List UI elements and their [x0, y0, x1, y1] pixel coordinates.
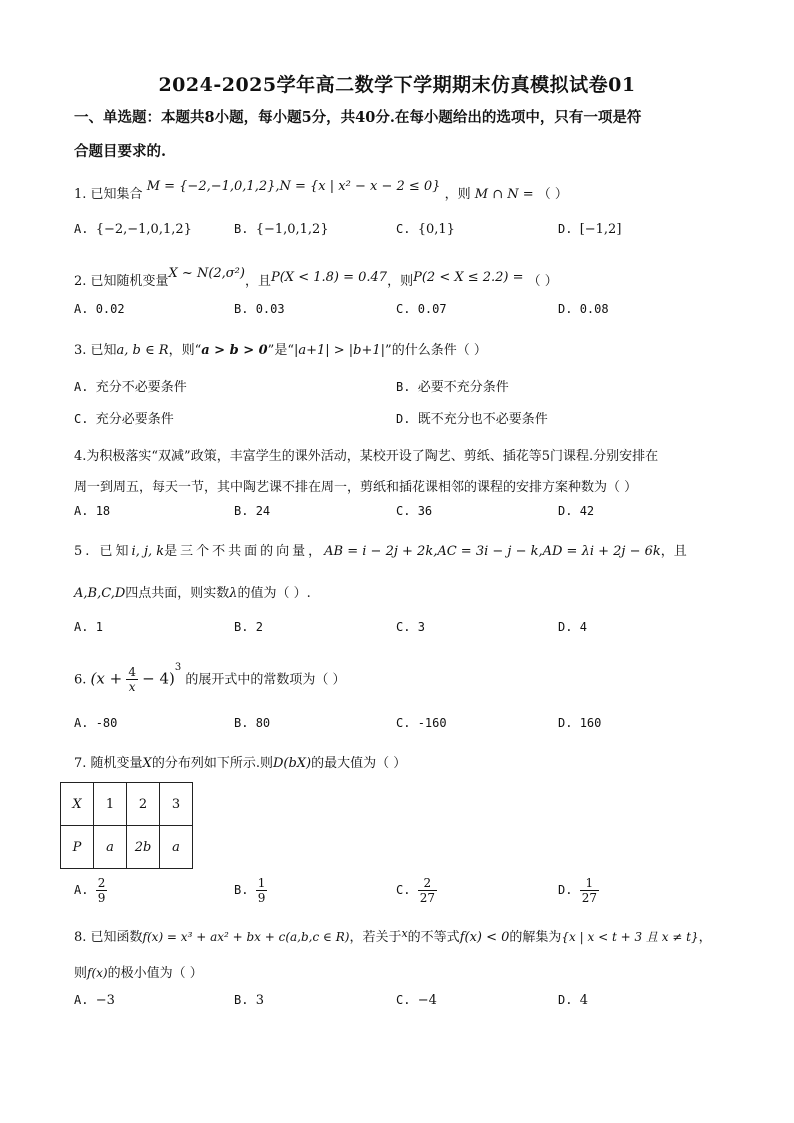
option-b[interactable]: [234, 993, 264, 1008]
option-value: 0.03: [255, 302, 285, 316]
option-c[interactable]: [396, 302, 447, 316]
question-1-mid: ，则: [444, 187, 471, 202]
option-value: −4: [417, 993, 437, 1008]
option-label: B.: [234, 993, 249, 1007]
option-label: D.: [558, 716, 573, 730]
question-3-suffix: ”的什么条件（ ）: [385, 343, 487, 358]
question-5-vectors: i, j, k: [131, 544, 165, 559]
option-value: 42: [579, 504, 595, 518]
question-5-prefix: 5. 已知: [74, 544, 132, 559]
fraction-denominator: 9: [257, 891, 266, 905]
option-a[interactable]: [74, 302, 125, 316]
option-b[interactable]: [234, 504, 270, 518]
option-c[interactable]: [396, 876, 437, 905]
question-5-ac: ,AC = 3i − j − k: [433, 544, 539, 559]
option-d[interactable]: [558, 504, 594, 518]
option-label: C.: [396, 716, 411, 730]
option-value: 0.08: [579, 302, 609, 316]
table-cell: 3: [160, 783, 193, 826]
option-value: 80: [255, 716, 271, 730]
option-label: A.: [74, 302, 89, 316]
question-5-line-2-end: 的值为（ ）.: [237, 586, 311, 601]
option-d[interactable]: [558, 716, 601, 730]
question-5-line-2: [74, 582, 311, 601]
option-label: D.: [558, 302, 573, 316]
question-7: [74, 752, 406, 771]
question-8-prefix: 8. 已知函数: [74, 930, 143, 945]
option-label: B.: [234, 620, 249, 634]
question-8-mid-3: 的解集为: [509, 930, 562, 945]
option-value: 36: [417, 504, 433, 518]
option-fraction: [256, 876, 268, 905]
option-label: A.: [74, 716, 89, 730]
option-value: 3: [417, 620, 425, 634]
option-value: 1: [95, 620, 103, 634]
question-4: [74, 441, 658, 503]
option-value: 4: [579, 620, 587, 634]
option-label: C.: [396, 993, 411, 1007]
option-label: D.: [396, 412, 411, 426]
option-c[interactable]: [396, 716, 447, 730]
option-label: C.: [396, 222, 411, 236]
question-2-mid-1: ，且: [244, 274, 271, 289]
question-8-x: x: [401, 927, 408, 940]
question-8-mid-1: ，若关于: [349, 930, 402, 945]
question-8-line-2-prefix: 则: [74, 966, 88, 981]
option-value: {0,1}: [417, 222, 455, 237]
option-c[interactable]: [396, 993, 437, 1008]
question-6-prefix: 6.: [74, 672, 87, 688]
question-7-options: [74, 872, 734, 906]
option-a[interactable]: [74, 504, 110, 518]
question-1: [74, 179, 568, 202]
question-6-expr-right: − 4): [142, 669, 175, 688]
option-value: 2: [255, 620, 263, 634]
question-3-options-row-2: [74, 408, 734, 430]
question-4-line-1: 4.为积极落实“双减”政策，丰富学生的课外活动，某校开设了陶艺、剪纸、插花等5门课程.分别安排在: [74, 449, 659, 464]
option-label: A.: [74, 993, 89, 1007]
question-6: [74, 656, 346, 696]
question-2-paren: （ ）: [527, 274, 558, 289]
option-label: B.: [234, 302, 249, 316]
option-label: C.: [396, 620, 411, 634]
option-label: C.: [74, 412, 89, 426]
question-8-line-2-func: f(x): [87, 966, 108, 980]
section-heading-line-2: 合题目要求的.: [74, 143, 167, 160]
question-5-options: [74, 620, 734, 642]
question-3-vars: a, b ∈ R: [116, 343, 169, 358]
option-value: 24: [255, 504, 271, 518]
option-d[interactable]: [558, 876, 599, 905]
question-5-mid: 是三个不共面的向量，: [164, 544, 325, 559]
question-3-mid-1: ，则“: [168, 343, 202, 358]
option-value: {−1,0,1,2}: [255, 222, 329, 237]
question-1-expr: M ∩ N =: [474, 187, 534, 202]
table-cell: 1: [94, 783, 127, 826]
question-7-var: X: [142, 756, 152, 771]
question-2-options: [74, 302, 734, 324]
option-a[interactable]: [74, 876, 107, 905]
question-1-options: [74, 222, 734, 244]
option-label: D.: [558, 993, 573, 1007]
option-label: A.: [74, 222, 89, 236]
table-row: [61, 826, 193, 869]
option-label: C.: [396, 504, 411, 518]
table-cell: 2b: [127, 826, 160, 869]
table-cell: X: [61, 783, 94, 826]
question-5-lambda: λ: [229, 586, 238, 601]
option-a[interactable]: [74, 993, 115, 1008]
question-5: [74, 540, 687, 559]
question-8-line-2-suffix: 的极小值为（ ）: [107, 966, 203, 981]
option-value: 充分必要条件: [95, 412, 174, 427]
option-value: −3: [95, 993, 115, 1008]
option-fraction: [418, 876, 437, 905]
table-cell: a: [94, 826, 127, 869]
question-7-suffix: 的最大值为（ ）: [311, 756, 407, 771]
option-fraction: [580, 876, 599, 905]
option-label: C.: [396, 302, 411, 316]
option-b[interactable]: [396, 376, 509, 395]
question-6-fraction: [126, 665, 138, 694]
option-d[interactable]: [396, 408, 548, 427]
question-7-mid: 的分布列如下所示.则: [151, 756, 273, 771]
question-8-line-2: [74, 962, 203, 981]
section-heading-line-1: 一、单选题：本题共8小题，每小题5分，共40分.在每小题给出的选项中，只有一项是符: [74, 109, 642, 126]
option-label: B.: [234, 883, 249, 897]
option-label: D.: [558, 883, 573, 897]
fraction-numerator: 1: [580, 876, 599, 891]
option-value: {−2,−1,0,1,2}: [95, 222, 192, 237]
question-2-prefix: 2. 已知随机变量: [74, 274, 169, 289]
distribution-table: [60, 782, 193, 869]
option-c[interactable]: [396, 620, 425, 634]
question-1-paren: （ ）: [537, 187, 568, 202]
question-1-prefix: 1. 已知集合: [74, 187, 143, 202]
option-b[interactable]: [234, 302, 285, 316]
question-4-options: [74, 504, 734, 526]
option-value: 必要不充分条件: [417, 380, 509, 395]
fraction-numerator: 2: [418, 876, 437, 891]
section-heading: [74, 101, 724, 169]
question-3-prefix: 3. 已知: [74, 343, 117, 358]
option-d[interactable]: [558, 222, 621, 237]
question-7-prefix: 7. 随机变量: [74, 756, 143, 771]
page-title: 2024-2025学年高二数学下学期期末仿真模拟试卷01: [158, 74, 636, 96]
option-label: D.: [558, 504, 573, 518]
option-c[interactable]: [396, 504, 432, 518]
option-b[interactable]: [234, 876, 267, 905]
option-d[interactable]: [558, 993, 588, 1008]
question-7-expr: D(bX): [272, 756, 312, 771]
fraction-denominator: 27: [581, 891, 597, 905]
option-fraction: [96, 876, 108, 905]
question-8-mid-2: 的不等式: [407, 930, 460, 945]
option-value: 0.02: [95, 302, 125, 316]
option-value: [−1,2]: [579, 222, 622, 237]
option-c[interactable]: [396, 222, 455, 237]
option-value: -80: [95, 716, 118, 730]
question-6-options: [74, 716, 734, 738]
fraction-numerator: 2: [97, 876, 106, 890]
option-value: 18: [95, 504, 111, 518]
option-value: 0.07: [417, 302, 447, 316]
question-8-inequality: f(x) < 0: [459, 930, 510, 945]
table-cell: a: [160, 826, 193, 869]
fraction-denominator: x: [128, 680, 136, 695]
question-2-ask: P(2 < X ≤ 2.2) =: [413, 270, 524, 285]
option-a[interactable]: [74, 620, 103, 634]
question-5-ab: AB = i − 2j + 2k: [324, 544, 434, 559]
option-label: A.: [74, 883, 89, 897]
option-label: B.: [234, 504, 249, 518]
question-3-options-row-1: [74, 376, 734, 398]
option-c[interactable]: [74, 408, 174, 427]
option-label: B.: [234, 222, 249, 236]
table-cell: P: [61, 826, 94, 869]
option-value: 160: [579, 716, 602, 730]
question-5-ad: ,AD = λi + 2j − 6k: [538, 544, 661, 559]
question-8-options: [74, 993, 734, 1015]
option-label: B.: [396, 380, 411, 394]
option-label: A.: [74, 380, 89, 394]
fraction-denominator: 27: [419, 891, 435, 905]
question-5-points: A,B,C,D: [74, 586, 126, 601]
question-5-line-2-text: 四点共面，则实数: [125, 586, 230, 601]
question-6-suffix: 的展开式中的常数项为（ ）: [185, 672, 346, 688]
question-3-mid-2: ”是“: [267, 343, 294, 358]
fraction-numerator: 4: [128, 665, 136, 680]
option-a[interactable]: [74, 716, 117, 730]
question-8-end: ，: [698, 930, 712, 945]
question-3-cond-2: |a+1| > |b+1|: [293, 343, 386, 358]
question-2-given: P(X < 1.8) = 0.47: [270, 270, 388, 285]
option-b[interactable]: [234, 716, 270, 730]
option-label: D.: [558, 620, 573, 634]
option-b[interactable]: [234, 222, 329, 237]
question-2: [74, 266, 558, 289]
option-label: C.: [396, 883, 411, 897]
question-2-dist: X ~ N(2,σ²): [168, 266, 245, 281]
option-value: 既不充分也不必要条件: [417, 412, 548, 427]
question-8: [74, 926, 712, 945]
question-1-set-n: ,N = {x | x² − x − 2 ≤ 0}: [275, 179, 441, 194]
question-8-solution-set: {x | x < t + 3 且 x ≠ t}: [561, 930, 699, 944]
fraction-denominator: 9: [97, 891, 106, 905]
option-value: 充分不必要条件: [95, 380, 187, 395]
option-value: -160: [417, 716, 447, 730]
question-2-mid-2: ，则: [387, 274, 414, 289]
option-label: A.: [74, 620, 89, 634]
option-a[interactable]: [74, 376, 187, 395]
option-d[interactable]: [558, 302, 609, 316]
option-value: 3: [255, 993, 264, 1008]
question-6-power: 3: [174, 662, 182, 673]
option-label: B.: [234, 716, 249, 730]
question-4-line-2: 周一到周五，每天一节，其中陶艺课不排在周一，剪纸和插花课相邻的课程的安排方案种数为（ ）: [74, 480, 638, 495]
option-label: A.: [74, 504, 89, 518]
option-value: 4: [579, 993, 588, 1008]
option-b[interactable]: [234, 620, 263, 634]
table-cell: 2: [127, 783, 160, 826]
question-5-suffix: ，且: [660, 544, 687, 559]
question-6-expr-left: (x +: [90, 669, 123, 688]
fraction-numerator: 1: [257, 876, 266, 890]
option-label: D.: [558, 222, 573, 236]
option-a[interactable]: [74, 222, 192, 237]
table-row: [61, 783, 193, 826]
question-3: [74, 339, 487, 358]
question-3-cond-1: a > b > 0: [201, 343, 268, 358]
question-1-set-m: M = {−2,−1,0,1,2}: [146, 179, 276, 194]
question-8-func: f(x) = x³ + ax² + bx + c(a,b,c ∈ R): [142, 930, 350, 944]
option-d[interactable]: [558, 620, 587, 634]
